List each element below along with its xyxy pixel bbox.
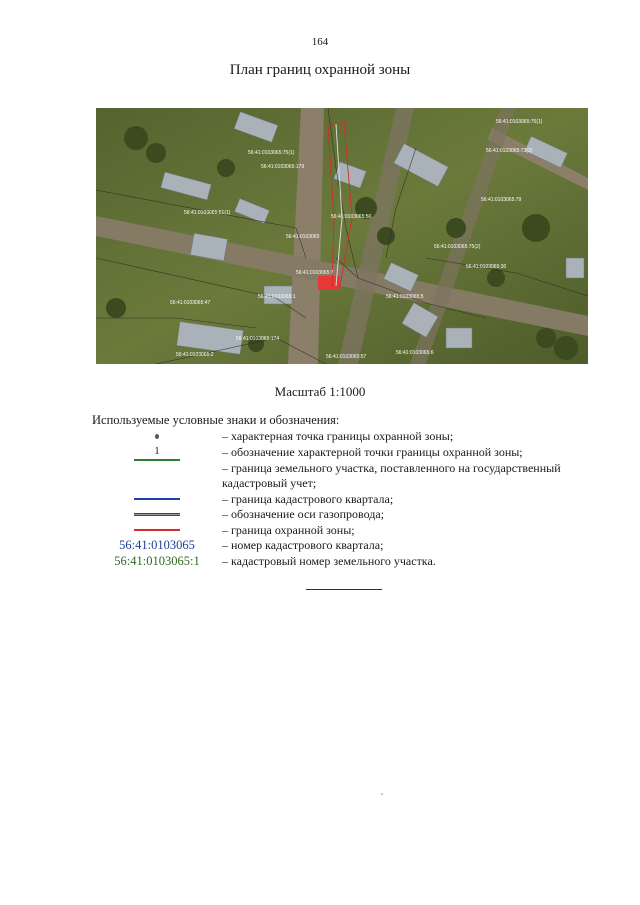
quarter-number-sample: 56:41:0103065 <box>119 538 195 552</box>
map-label: 56:41:0103065 <box>286 234 320 240</box>
legend-row <box>92 492 602 508</box>
map-label: 56:41:0103065:6 <box>396 350 434 356</box>
legend-text: – обозначение оси газопровода; <box>222 507 385 521</box>
legend-text: – кадастровый номер земельного участка. <box>222 553 436 568</box>
map-label: 56:41:0103065:7 <box>296 270 334 276</box>
legend-text: – граница охранной зоны; <box>222 522 355 537</box>
point-number-symbol <box>134 445 180 461</box>
legend-row <box>92 538 602 554</box>
map-label: 56:41:0103065:51(1) <box>184 210 231 216</box>
page-title: План границ охранной зоны <box>229 62 411 78</box>
legend-row <box>92 461 602 492</box>
point-number-label: 1 <box>154 444 160 457</box>
page-number: 164 <box>311 36 329 48</box>
legend-row <box>92 429 602 445</box>
parcel-number-sample: 56:41:0103065:1 <box>114 553 200 568</box>
legend-row <box>92 523 602 539</box>
legend-row <box>92 445 602 461</box>
map-label: 56:41:0103065:75(2) <box>434 244 481 250</box>
legend-text: – обозначение характерной точки границы охранной зоны; <box>222 444 523 459</box>
map-label: 56:41:0103065:2 <box>176 352 214 358</box>
double-line-icon <box>134 513 180 516</box>
map-label: 56:41:0103065:30 <box>466 264 507 270</box>
legend-text: – граница кадастрового квартала; <box>222 491 394 506</box>
map-label: 56:41:0103065:75(1) <box>496 119 543 125</box>
legend-heading: Используемые условные знаки и обозначения: <box>92 413 340 427</box>
legend-row <box>92 554 602 570</box>
map-label: 56:41:0103065:73(2) <box>486 148 533 154</box>
scale-text: Масштаб 1:1000 <box>274 384 366 399</box>
map-label: 56:41:0103065:1 <box>258 294 296 300</box>
legend-text: – номер кадастрового квартала; <box>222 538 384 552</box>
point-icon <box>155 434 159 439</box>
map-label: 56:41:0103065:57 <box>326 354 367 360</box>
blue-line-icon <box>134 498 180 500</box>
red-line-icon <box>134 529 180 531</box>
legend-text: – граница земельного участка, поставленного на государственный кадастровый учет; <box>222 460 561 490</box>
satellite-map <box>96 108 588 364</box>
legend-text: – характерная точка границы охранной зоны; <box>222 429 454 443</box>
map-label: 56:41:0103065:179 <box>261 164 305 170</box>
map-label: 56:41:0103065:5 <box>386 294 424 300</box>
divider <box>306 589 382 590</box>
scan-speck <box>381 793 383 795</box>
legend <box>92 429 602 569</box>
map-label: 56:41:0103065:50 <box>331 214 372 220</box>
legend-row <box>92 507 602 523</box>
map-label: 56:41:0103065:79 <box>481 197 522 203</box>
map-label: 56:41:0103065:47 <box>170 300 211 306</box>
map-label: 56:41:0103065:75(1) <box>248 150 295 156</box>
map-label: 56:41:0103065:174 <box>236 336 280 342</box>
